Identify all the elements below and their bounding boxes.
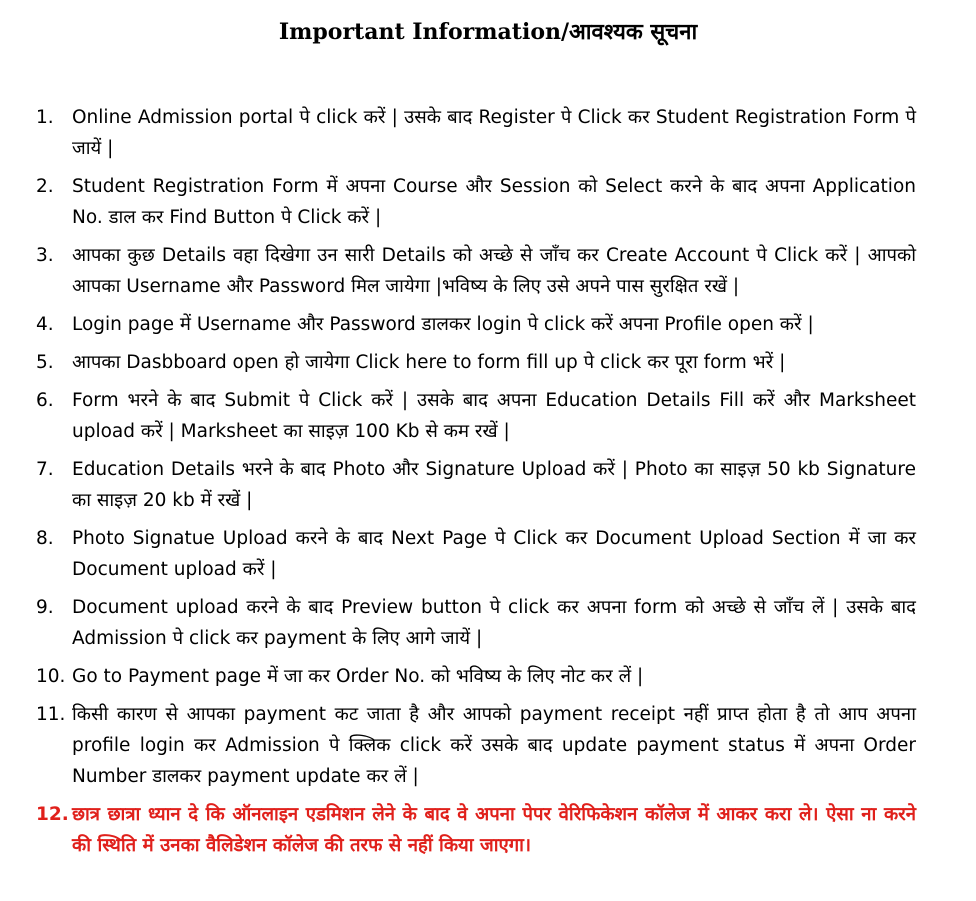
item-text: Education Details भरने के बाद Photo और Signature Upload करें | Photo का साइज़ 50 kb Signature का साइज़ 20 kb में रखें | <box>72 459 916 511</box>
important-notice-item <box>36 799 916 861</box>
list-item <box>36 699 916 792</box>
list-item <box>36 385 916 447</box>
item-text: आपका कुछ Details वहा दिखेगा उन सारी Details को अच्छे से जाँच कर Create Account पे Click करें | आपको आपका Username और Password मिल जायेगा |भविष्य के लिए उसे अपने पास सुरक्षित रखें | <box>72 245 916 297</box>
item-text: Login page में Username और Password डालकर login पे click करें अपना Profile open करें | <box>72 314 814 335</box>
item-number: 10. <box>36 666 66 687</box>
list-item <box>36 523 916 585</box>
list-item <box>36 171 916 233</box>
item-number: 1. <box>36 107 54 128</box>
item-number: 12. <box>36 804 69 825</box>
item-number: 5. <box>36 352 54 373</box>
item-number: 2. <box>36 176 54 197</box>
list-item <box>36 454 916 516</box>
item-text: Photo Signatue Upload करने के बाद Next Page पे Click कर Document Upload Section में जा कर Document upload करें | <box>72 528 916 580</box>
item-number: 6. <box>36 390 54 411</box>
list-item <box>36 102 916 164</box>
item-number: 8. <box>36 528 54 549</box>
item-number: 3. <box>36 245 54 266</box>
instruction-list <box>36 102 916 868</box>
item-text: किसी कारण से आपका payment कट जाता है और आपको payment receipt नहीं प्राप्त होता है तो आप अपना profile login कर Admission पे क्लिक click करें उसके बाद update payment status में अपना Order Number डालकर payment update कर लें | <box>72 704 916 787</box>
item-text: Online Admission portal पे click करें | उसके बाद Register पे Click कर Student Registration Form पे जायें | <box>72 107 916 159</box>
list-item <box>36 592 916 654</box>
item-text: Document upload करने के बाद Preview button पे click कर अपना form को अच्छे से जाँच लें | उसके बाद Admission पे click कर payment के लिए आगे जायें | <box>72 597 916 649</box>
item-number: 4. <box>36 314 54 335</box>
notice-text: छात्र छात्रा ध्यान दे कि ऑनलाइन एडमिशन लेने के बाद वे अपना पेपर वेरिफिकेशन कॉलेज में आकर करा ले। ऐसा ना करने की स्थिति में उनका वैलिडेशन कॉलेज की तरफ से नहीं किया जाएगा। <box>72 804 916 856</box>
item-number: 11. <box>36 704 66 725</box>
item-text: Go to Payment page में जा कर Order No. को भविष्य के लिए नोट कर लें | <box>72 666 644 687</box>
list-item <box>36 661 916 692</box>
list-item <box>36 240 916 302</box>
item-text: आपका Dasbboard open हो जायेगा Click here to form fill up पे click कर पूरा form भरें | <box>72 352 786 373</box>
page-title: Important Information/आवश्यक सूचना <box>278 19 698 45</box>
item-number: 7. <box>36 459 54 480</box>
list-item <box>36 347 916 378</box>
list-item <box>36 309 916 340</box>
item-text: Form भरने के बाद Submit पे Click करें | उसके बाद अपना Education Details Fill करें और Marksheet upload करें | Marksheet का साइज़ 100 Kb से कम रखें | <box>72 390 916 442</box>
item-number: 9. <box>36 597 54 618</box>
item-text: Student Registration Form में अपना Course और Session को Select करने के बाद अपना Application No. डाल कर Find Button पे Click करें | <box>72 176 916 228</box>
